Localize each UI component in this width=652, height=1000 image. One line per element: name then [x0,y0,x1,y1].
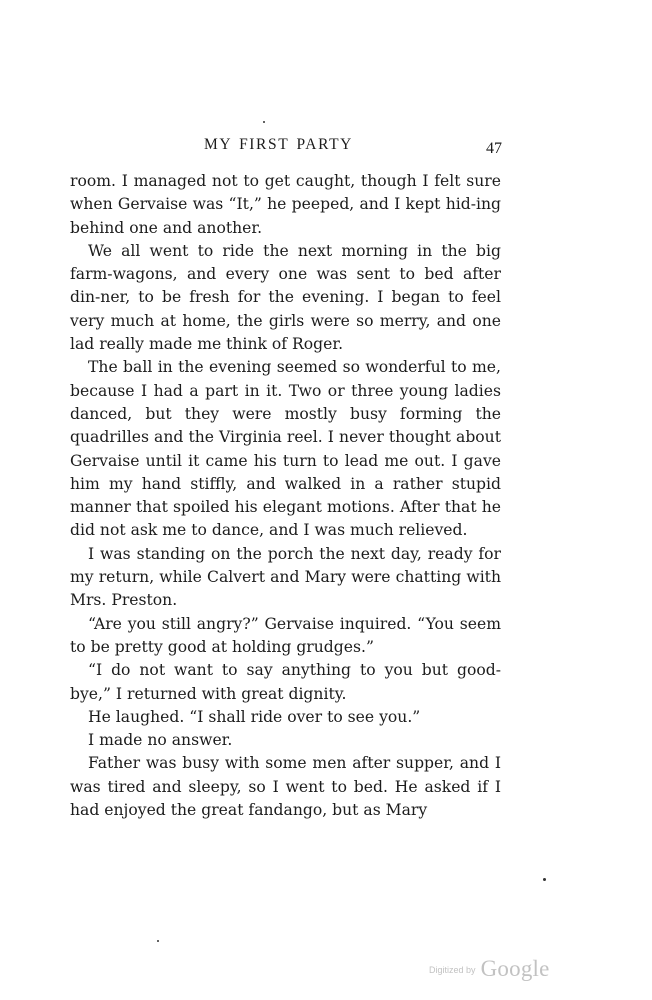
digitized-by-google-watermark [429,956,550,982]
paragraph: “Are you still angry?” Gervaise inquired. “You seem to be pretty good at holding grudges.” [70,614,501,656]
paragraph: We all went to ride the next morning in the big farm-wagons, and every one was sent to bed after din-ner, to be fresh for the evening. I began to feel very much at home, the girls were so merry, and one lad really made me think of Roger. [70,241,501,354]
paragraph: room. I managed not to get caught, though I felt sure when Gervaise was “It,” he peeped, and I kept hid-ing behind one and another. [70,172,501,237]
page-number: 47 [486,140,502,157]
paragraph: He laughed. “I shall ride over to see you.” [88,707,421,726]
paragraph: “I do not want to say anything to you but good-bye,” I returned with great dignity. [70,661,501,703]
ink-speck [263,121,265,123]
paragraph: I was standing on the porch the next day, ready for my return, while Calvert and Mary were chatting with Mrs. Preston. [70,544,501,610]
watermark-prefix: Digitized by [429,965,476,975]
running-head: MY FIRST PARTY [204,136,353,153]
ink-speck [543,878,546,881]
body-text [70,170,501,822]
page-header [70,136,502,162]
paragraph: The ball in the evening seemed so wonderful to me, because I had a part in it. Two or three young ladies danced, but they were mostly busy forming the quadrilles and the Virginia reel. I never thought about Gervaise until it came his turn to lead me out. I gave him my hand stiffly, and walked in a rather stupid manner that spoiled his elegant motions. After that he did not ask me to dance, and I was much relieved. [70,358,501,540]
google-logo: Google [480,956,550,981]
paragraph: Father was busy with some men after supper, and I was tired and sleepy, so I went to bed. He asked if I had enjoyed the great fandango, but as Mary [70,754,501,820]
paragraph: I made no answer. [88,731,233,750]
ink-speck [157,940,159,942]
